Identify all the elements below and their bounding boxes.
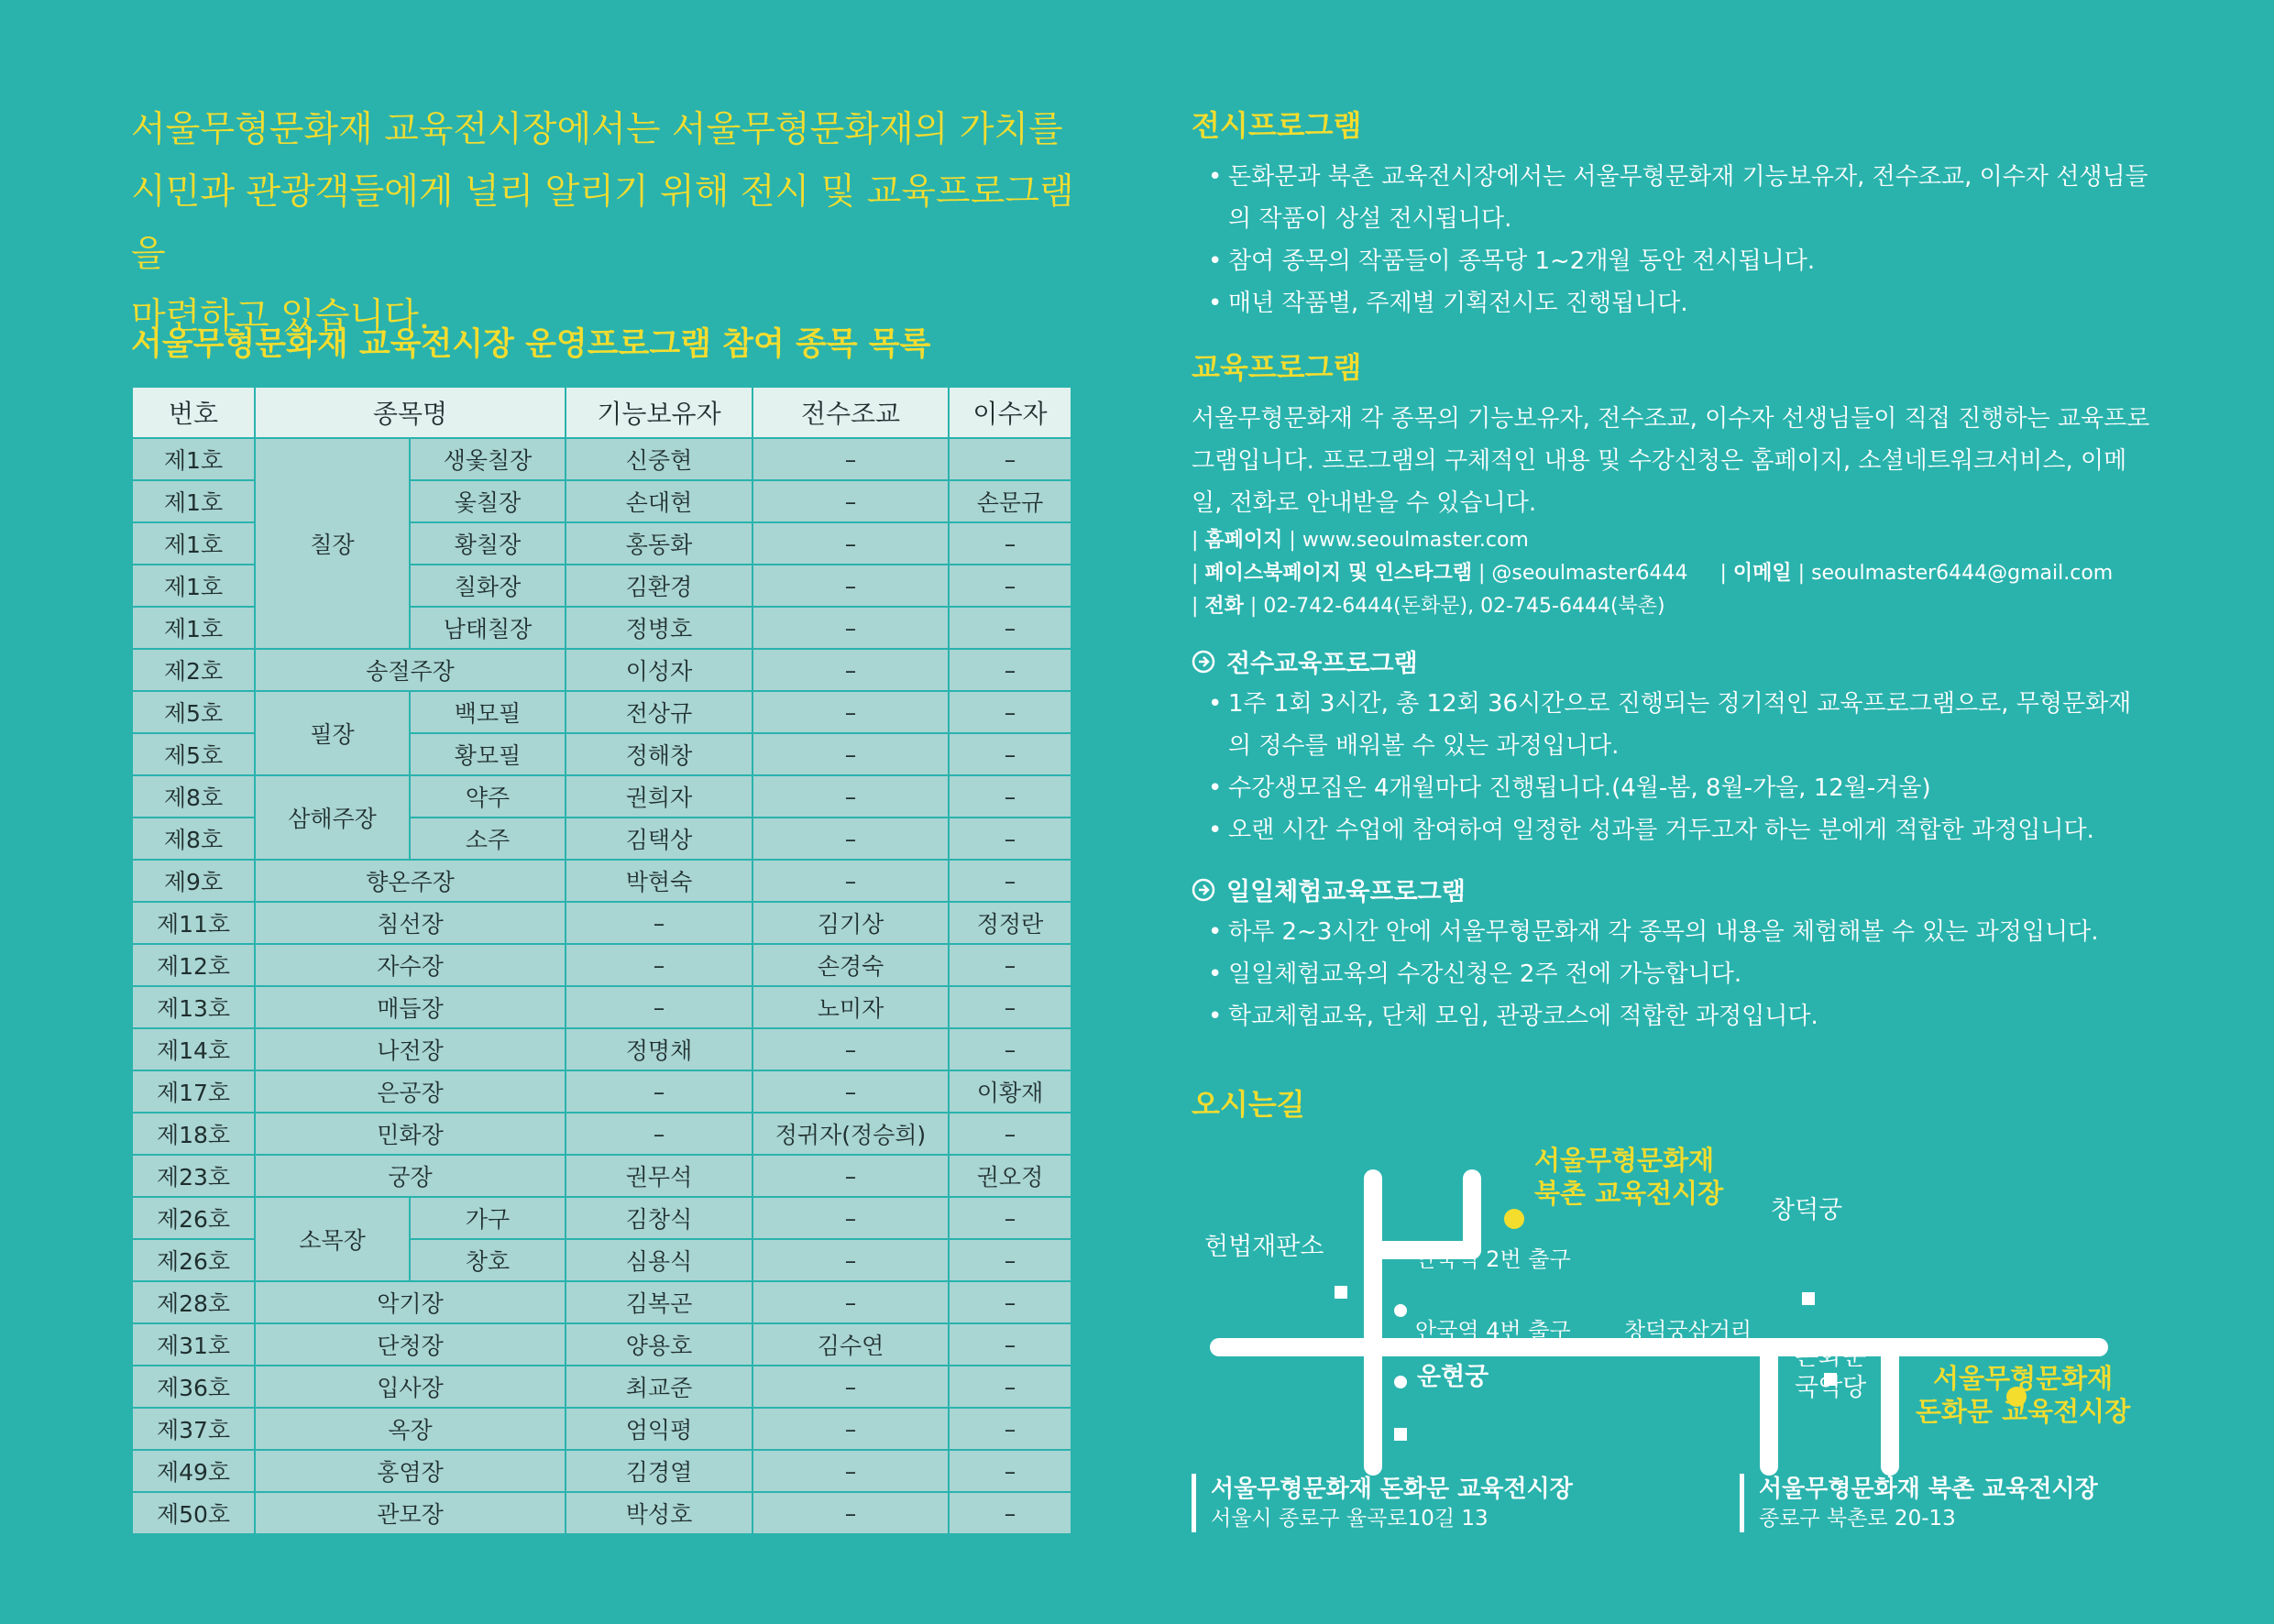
- cell-item: 단청장: [255, 1323, 566, 1366]
- cell-graduate: –: [949, 1239, 1071, 1281]
- phone-number: 02-742-6444(돈화문), 02-745-6444(북촌): [1263, 595, 1665, 618]
- transmission-bullet: • 수강생모집은 4개월마다 진행됩니다.(4월-봄, 8월-가을, 12월-겨울): [1192, 767, 2154, 809]
- address-name: 서울무형문화재 북촌 교육전시장: [1759, 1476, 2098, 1503]
- exhibit-heading: 전시프로그램: [1192, 108, 1362, 143]
- cell-item: 홍염장: [255, 1450, 566, 1492]
- cell-graduate: –: [949, 438, 1071, 480]
- cell-holder: 김경열: [566, 1450, 753, 1492]
- cell-assistant: –: [753, 1239, 949, 1281]
- cell-item: 송절주장: [255, 649, 566, 691]
- cell-number: 제26호: [132, 1239, 255, 1281]
- table-row: [132, 1323, 1071, 1366]
- cell-holder: 전상규: [566, 691, 753, 733]
- cell-assistant: –: [753, 1028, 949, 1070]
- cell-holder: 손대현: [566, 480, 753, 522]
- table-row: [132, 902, 1071, 944]
- cell-graduate: –: [949, 565, 1071, 607]
- unhyeongung-marker: [1394, 1428, 1407, 1441]
- cell-number: 제28호: [132, 1281, 255, 1323]
- header-graduate: 이수자: [949, 387, 1071, 438]
- list-title: 서울무형문화재 교육전시장 운영프로그램 참여 종목 목록: [131, 326, 931, 363]
- header-holder: 기능보유자: [566, 387, 753, 438]
- cell-number: 제31호: [132, 1323, 255, 1366]
- transmission-bullet: • 1주 1회 3시간, 총 12회 36시간으로 진행되는 정기적인 교육프로그램으로, 무형문화재의 정수를 배워볼 수 있는 과정입니다.: [1192, 683, 2154, 767]
- cell-assistant: –: [753, 1366, 949, 1408]
- cell-subitem: 가구: [410, 1197, 566, 1239]
- exit2-label: 안국역 2번 출구: [1415, 1246, 1571, 1272]
- cell-graduate: 정정란: [949, 902, 1071, 944]
- table-row: [132, 1028, 1071, 1070]
- cell-item: 나전장: [255, 1028, 566, 1070]
- cell-number: 제23호: [132, 1155, 255, 1197]
- cell-graduate: –: [949, 1492, 1071, 1534]
- cell-item: 향온주장: [255, 860, 566, 902]
- changdeokgung-label: 창덕궁: [1771, 1196, 1843, 1224]
- cell-holder: 김창식: [566, 1197, 753, 1239]
- header-item: 종목명: [255, 387, 566, 438]
- cell-assistant: –: [753, 1281, 949, 1323]
- cell-assistant: –: [753, 1197, 949, 1239]
- cell-graduate: –: [949, 986, 1071, 1028]
- cell-holder: 김복곤: [566, 1281, 753, 1323]
- cell-holder: –: [566, 1113, 753, 1155]
- circle-arrow-icon: [1192, 650, 1215, 674]
- sns-email-line: | 페이스북페이지 및 인스타그램 | @seoulmaster6444 | 이메일 | seoulmaster6444@gmail.com: [1192, 562, 2114, 585]
- cell-holder: 정명채: [566, 1028, 753, 1070]
- cell-number: 제49호: [132, 1450, 255, 1492]
- map-heading: 오시는길: [1192, 1087, 1305, 1122]
- table-row: [132, 1281, 1071, 1323]
- table-row: [132, 860, 1071, 902]
- cell-holder: 정병호: [566, 607, 753, 649]
- cell-number: 제9호: [132, 860, 255, 902]
- cell-holder: 최교준: [566, 1366, 753, 1408]
- table-row: [132, 1450, 1071, 1492]
- cell-group: 소목장: [255, 1197, 410, 1281]
- cell-number: 제1호: [132, 565, 255, 607]
- cell-number: 제5호: [132, 733, 255, 775]
- cell-item: 은공장: [255, 1070, 566, 1113]
- exit4-label: 안국역 4번 출구: [1415, 1318, 1571, 1344]
- cell-graduate: –: [949, 733, 1071, 775]
- cell-graduate: –: [949, 691, 1071, 733]
- cell-holder: 이성자: [566, 649, 753, 691]
- cell-graduate: –: [949, 1028, 1071, 1070]
- cell-holder: –: [566, 902, 753, 944]
- cell-holder: –: [566, 944, 753, 986]
- table-row: [132, 986, 1071, 1028]
- cell-assistant: 손경숙: [753, 944, 949, 986]
- court-label: 헌법재판소: [1204, 1233, 1324, 1261]
- table-row: [132, 438, 1071, 480]
- cell-holder: 홍동화: [566, 522, 753, 565]
- cell-assistant: –: [753, 1408, 949, 1450]
- cell-group: 삼해주장: [255, 775, 410, 860]
- cell-holder: 김택상: [566, 817, 753, 860]
- cell-item: 옥장: [255, 1408, 566, 1450]
- cell-number: 제18호: [132, 1113, 255, 1155]
- address-detail: 종로구 북촌로 20-13: [1759, 1507, 1956, 1531]
- email-label: 이메일: [1732, 562, 1792, 585]
- cell-subitem: 옻칠장: [410, 480, 566, 522]
- cell-graduate: –: [949, 1450, 1071, 1492]
- table-row: [132, 649, 1071, 691]
- cell-assistant: –: [753, 1450, 949, 1492]
- cell-graduate: –: [949, 944, 1071, 986]
- cell-number: 제11호: [132, 902, 255, 944]
- cell-graduate: –: [949, 649, 1071, 691]
- cell-subitem: 백모필: [410, 691, 566, 733]
- phone-line: | 전화 | 02-742-6444(돈화문), 02-745-6444(북촌): [1192, 595, 1665, 618]
- cell-holder: –: [566, 986, 753, 1028]
- program-table: [131, 386, 1072, 1535]
- program-info: [1192, 103, 2154, 1037]
- oneday-heading: [1192, 872, 2154, 907]
- homepage-line: | 홈페이지 | www.seoulmaster.com: [1192, 529, 1529, 552]
- cell-assistant: –: [753, 733, 949, 775]
- cell-holder: 양용호: [566, 1323, 753, 1366]
- cell-graduate: –: [949, 775, 1071, 817]
- cell-subitem: 창호: [410, 1239, 566, 1281]
- exhibit-bullet: • 돈화문과 북촌 교육전시장에서는 서울무형문화재 기능보유자, 전수조교, 이수자 선생님들의 작품이 상설 전시됩니다.: [1192, 156, 2154, 240]
- cell-number: 제37호: [132, 1408, 255, 1450]
- cell-assistant: –: [753, 1070, 949, 1113]
- intro-line: 시민과 관광객들에게 널리 알리기 위해 전시 및 교육프로그램을: [131, 171, 1074, 275]
- cell-graduate: –: [949, 817, 1071, 860]
- cell-group: 칠장: [255, 438, 410, 649]
- cell-assistant: –: [753, 817, 949, 860]
- cell-number: 제8호: [132, 775, 255, 817]
- cell-holder: 박현숙: [566, 860, 753, 902]
- table-row: [132, 1492, 1071, 1534]
- cell-subitem: 황칠장: [410, 522, 566, 565]
- cell-holder: 김환경: [566, 565, 753, 607]
- cell-assistant: –: [753, 522, 949, 565]
- cell-holder: 정해창: [566, 733, 753, 775]
- header-number: 번호: [132, 387, 255, 438]
- table-row: [132, 1155, 1071, 1197]
- theater-label: 돈화문 국악당: [1795, 1343, 1867, 1402]
- cell-number: 제13호: [132, 986, 255, 1028]
- court-marker: [1335, 1286, 1347, 1299]
- cell-assistant: 김기상: [753, 902, 949, 944]
- cell-assistant: –: [753, 438, 949, 480]
- cell-number: 제1호: [132, 438, 255, 480]
- cell-graduate: 손문규: [949, 480, 1071, 522]
- cell-graduate: –: [949, 607, 1071, 649]
- transmission-bullet: • 오랜 시간 수업에 참여하여 일정한 성과를 거두고자 하는 분에게 적합한 과정입니다.: [1192, 809, 2154, 851]
- cell-assistant: 김수연: [753, 1323, 949, 1366]
- cell-number: 제50호: [132, 1492, 255, 1534]
- cell-assistant: 정귀자(정승희): [753, 1113, 949, 1155]
- oneday-bullet: • 하루 2~3시간 안에 서울무형문화재 각 종목의 내용을 체험해볼 수 있는 과정입니다.: [1192, 911, 2154, 953]
- cell-assistant: –: [753, 1155, 949, 1197]
- cell-assistant: –: [753, 1492, 949, 1534]
- table-row: [132, 1366, 1071, 1408]
- cell-holder: 신중현: [566, 438, 753, 480]
- unhyeongung-label: 운현궁: [1417, 1363, 1489, 1391]
- cell-group: 필장: [255, 691, 410, 775]
- cell-graduate: –: [949, 1366, 1071, 1408]
- table-row: [132, 775, 1071, 817]
- circle-arrow-icon: [1192, 878, 1215, 902]
- intro-line: 서울무형문화재 교육전시장에서는 서울무형문화재의 가치를: [131, 109, 1063, 150]
- exhibit-bullet: • 참여 종목의 작품들이 종목당 1~2개월 동안 전시됩니다.: [1192, 240, 2154, 282]
- cell-subitem: 생옻칠장: [410, 438, 566, 480]
- oneday-bullet: • 학교체험교육, 단체 모임, 관광코스에 적합한 과정입니다.: [1192, 995, 2154, 1037]
- table-header-row: [132, 387, 1071, 438]
- cell-holder: 권무석: [566, 1155, 753, 1197]
- cell-graduate: –: [949, 1323, 1071, 1366]
- cell-number: 제14호: [132, 1028, 255, 1070]
- intersection-label: 창덕궁삼거리: [1624, 1318, 1752, 1344]
- cell-number: 제17호: [132, 1070, 255, 1113]
- cell-number: 제12호: [132, 944, 255, 986]
- address-name: 서울무형문화재 돈화문 교육전시장: [1211, 1476, 1573, 1503]
- cell-item: 매듭장: [255, 986, 566, 1028]
- cell-graduate: –: [949, 860, 1071, 902]
- cell-assistant: –: [753, 691, 949, 733]
- cell-graduate: –: [949, 1408, 1071, 1450]
- cell-holder: –: [566, 1070, 753, 1113]
- cell-holder: 엄익평: [566, 1408, 753, 1450]
- changdeokgung-marker: [1802, 1292, 1815, 1305]
- cell-assistant: –: [753, 565, 949, 607]
- transmission-title: 전수교육프로그램: [1226, 650, 1418, 678]
- cell-assistant: –: [753, 607, 949, 649]
- table-row: [132, 1197, 1071, 1239]
- oneday-bullet: • 일일체험교육의 수강신청은 2주 전에 가능합니다.: [1192, 953, 2154, 995]
- cell-subitem: 소주: [410, 817, 566, 860]
- education-paragraph: 서울무형문화재 각 종목의 기능보유자, 전수조교, 이수자 선생님들이 직접 진행하는 교육프로그램입니다. 프로그램의 구체적인 내용 및 수강신청은 홈페이지, 소셜네트워크서비스, 이메일, 전화로 안내받을 수 있습니다.: [1192, 405, 2150, 517]
- cell-graduate: –: [949, 522, 1071, 565]
- table-row: [132, 1113, 1071, 1155]
- cell-subitem: 남태칠장: [410, 607, 566, 649]
- cell-subitem: 황모필: [410, 733, 566, 775]
- cell-subitem: 칠화장: [410, 565, 566, 607]
- cell-number: 제36호: [132, 1366, 255, 1408]
- table-body: [132, 438, 1071, 1534]
- cell-graduate: –: [949, 1113, 1071, 1155]
- bukchon-label: 서울무형문화재 북촌 교육전시장: [1534, 1145, 1724, 1209]
- cell-assistant: –: [753, 649, 949, 691]
- education-heading: 교육프로그램: [1192, 350, 1362, 385]
- donhwamun-label: 서울무형문화재 돈화문 교육전시장: [1916, 1363, 2131, 1427]
- cell-number: 제1호: [132, 607, 255, 649]
- bukchon-marker: [1504, 1209, 1524, 1229]
- cell-item: 자수장: [255, 944, 566, 986]
- sns-label: 페이스북페이지 및 인스타그램: [1204, 562, 1473, 585]
- email-link[interactable]: seoulmaster6444@gmail.com: [1811, 562, 2114, 585]
- cell-assistant: –: [753, 860, 949, 902]
- cell-holder: 심용식: [566, 1239, 753, 1281]
- cell-number: 제5호: [132, 691, 255, 733]
- cell-item: 악기장: [255, 1281, 566, 1323]
- cell-number: 제2호: [132, 649, 255, 691]
- intro-text: [131, 99, 1075, 348]
- homepage-link[interactable]: www.seoulmaster.com: [1302, 529, 1529, 552]
- address-donhwamun: [1192, 1474, 1573, 1532]
- transmission-heading: [1192, 643, 2154, 679]
- table-row: [132, 1408, 1071, 1450]
- cell-subitem: 약주: [410, 775, 566, 817]
- cell-number: 제8호: [132, 817, 255, 860]
- cell-graduate: –: [949, 1281, 1071, 1323]
- intro-line: 마련하고 있습니다.: [131, 296, 431, 337]
- header-assistant: 전수조교: [753, 387, 949, 438]
- sns-handle[interactable]: @seoulmaster6444: [1491, 562, 1688, 585]
- cell-number: 제1호: [132, 522, 255, 565]
- homepage-label: 홈페이지: [1204, 529, 1283, 552]
- cell-assistant: –: [753, 775, 949, 817]
- cell-item: 민화장: [255, 1113, 566, 1155]
- cell-item: 침선장: [255, 902, 566, 944]
- address-detail: 서울시 종로구 율곡로10길 13: [1211, 1507, 1489, 1531]
- cell-graduate: –: [949, 1197, 1071, 1239]
- cell-holder: 권희자: [566, 775, 753, 817]
- phone-label: 전화: [1204, 595, 1244, 618]
- cell-item: 궁장: [255, 1155, 566, 1197]
- cell-item: 관모장: [255, 1492, 566, 1534]
- cell-graduate: 권오정: [949, 1155, 1071, 1197]
- oneday-title: 일일체험교육프로그램: [1226, 878, 1466, 906]
- exit2-marker: [1394, 1304, 1407, 1317]
- cell-assistant: 노미자: [753, 986, 949, 1028]
- cell-number: 제26호: [132, 1197, 255, 1239]
- exhibit-bullet: • 매년 작품별, 주제별 기획전시도 진행됩니다.: [1192, 282, 2154, 324]
- cell-number: 제1호: [132, 480, 255, 522]
- table-row: [132, 944, 1071, 986]
- cell-holder: 박성호: [566, 1492, 753, 1534]
- cell-graduate: 이황재: [949, 1070, 1071, 1113]
- table-row: [132, 691, 1071, 733]
- table-row: [132, 1070, 1071, 1113]
- cell-assistant: –: [753, 480, 949, 522]
- directions-map: [1192, 1081, 2218, 1540]
- address-bukchon: [1740, 1474, 2098, 1532]
- cell-item: 입사장: [255, 1366, 566, 1408]
- exit4-marker: [1394, 1376, 1407, 1388]
